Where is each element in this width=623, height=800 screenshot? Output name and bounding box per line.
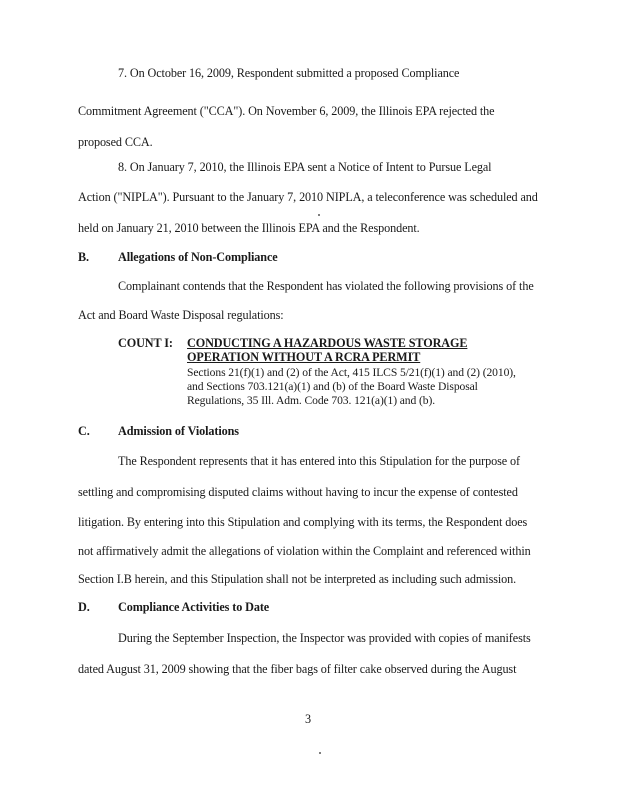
scan-speck <box>319 752 321 754</box>
count-body-line-2: and Sections 703.121(a)(1) and (b) of the Board Waste Disposal <box>187 380 478 393</box>
section-d-heading: Compliance Activities to Date <box>118 600 270 614</box>
section-b-line-2: Act and Board Waste Disposal regulations: <box>78 308 284 322</box>
section-b-letter: B. <box>78 250 89 264</box>
page-number: 3 <box>305 712 311 726</box>
paragraph-8-line-1: 8. On January 7, 2010, the Illinois EPA sent a Notice of Intent to Pursue Legal <box>118 160 492 174</box>
count-label: COUNT I: <box>118 336 173 350</box>
section-c-line-3: litigation. By entering into this Stipulation and complying with its terms, the Respondent does <box>78 515 528 529</box>
section-c-line-5: Section I.B herein, and this Stipulation shall not be interpreted as including such admission. <box>78 572 517 586</box>
section-d-line-2: dated August 31, 2009 showing that the fiber bags of filter cake observed during the August <box>78 662 517 676</box>
count-title-line-1: CONDUCTING A HAZARDOUS WASTE STORAGE <box>187 336 468 350</box>
section-d-letter: D. <box>78 600 90 614</box>
paragraph-7-line-2: Commitment Agreement ("CCA"). On November 6, 2009, the Illinois EPA rejected the <box>78 104 495 118</box>
section-d-line-1: During the September Inspection, the Inspector was provided with copies of manifests <box>118 631 531 645</box>
count-body-line-3: Regulations, 35 Ill. Adm. Code 703. 121(a)(1) and (b). <box>187 394 436 407</box>
paragraph-7-line-1: 7. On October 16, 2009, Respondent submitted a proposed Compliance <box>118 66 460 80</box>
paragraph-7-line-3: proposed CCA. <box>78 135 153 149</box>
section-b-line-1: Complainant contends that the Respondent has violated the following provisions of the <box>118 279 534 293</box>
section-c-line-2: settling and compromising disputed claims without having to incur the expense of contested <box>78 485 518 499</box>
paragraph-8-line-2: Action ("NIPLA"). Pursuant to the January 7, 2010 NIPLA, a teleconference was scheduled and <box>78 190 538 204</box>
section-c-letter: C. <box>78 424 90 438</box>
scan-speck <box>318 214 320 216</box>
section-c-heading: Admission of Violations <box>118 424 239 438</box>
paragraph-8-line-3: held on January 21, 2010 between the Illinois EPA and the Respondent. <box>78 221 420 235</box>
section-b-heading: Allegations of Non-Compliance <box>118 250 278 264</box>
section-c-line-1: The Respondent represents that it has entered into this Stipulation for the purpose of <box>118 454 520 468</box>
count-body-line-1: Sections 21(f)(1) and (2) of the Act, 415 ILCS 5/21(f)(1) and (2) (2010), <box>187 366 516 379</box>
count-title-line-2: OPERATION WITHOUT A RCRA PERMIT <box>187 350 421 364</box>
section-c-line-4: not affirmatively admit the allegations of violation within the Complaint and referenced within <box>78 544 531 558</box>
